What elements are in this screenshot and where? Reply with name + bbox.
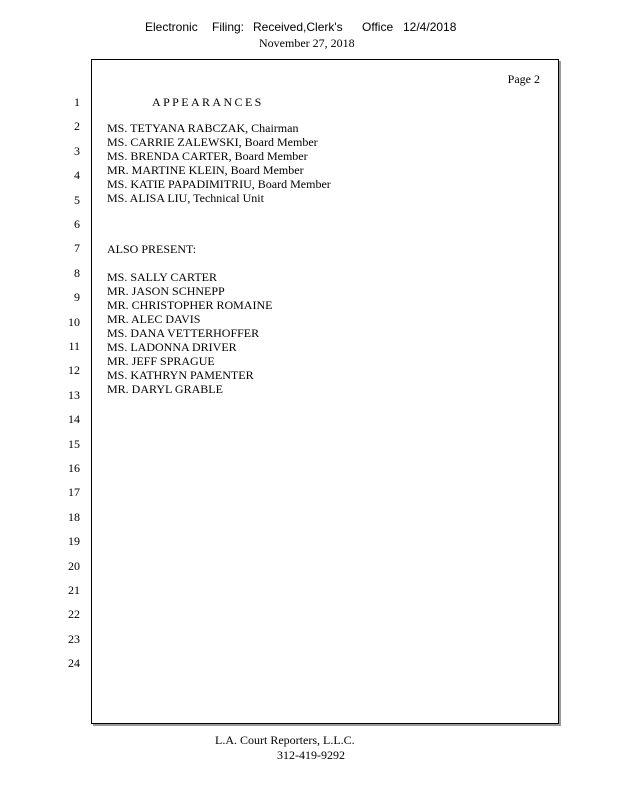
present-person: MR. JEFF SPRAGUE	[107, 354, 215, 368]
line-number: 17	[68, 485, 80, 500]
present-person: MS. LADONNA DRIVER	[107, 340, 237, 354]
line-number: 23	[68, 631, 80, 646]
line-number: 13	[68, 387, 80, 402]
stamp-received: Received,Clerk's	[253, 20, 343, 34]
board-member: MS. KATIE PAPADIMITRIU, Board Member	[107, 177, 331, 191]
line-number: 14	[68, 412, 80, 427]
appearances-heading: APPEARANCES	[152, 95, 264, 109]
board-member: MS. BRENDA CARTER, Board Member	[107, 149, 308, 163]
line-number: 20	[68, 558, 80, 573]
present-person: MR. CHRISTOPHER ROMAINE	[107, 298, 273, 312]
board-member: MS. ALISA LIU, Technical Unit	[107, 191, 264, 205]
line-number: 1	[74, 95, 80, 109]
line-number: 9	[74, 290, 80, 305]
line-number: 4	[74, 168, 80, 183]
line-number: 7	[74, 241, 80, 256]
stamp-filing: Filing:	[212, 20, 245, 34]
footer-company: L.A. Court Reporters, L.L.C.	[215, 733, 355, 747]
line-number: 12	[68, 363, 80, 378]
stamp-office: Office	[362, 20, 394, 34]
stamp-electronic: Electronic	[145, 20, 198, 34]
board-member: MS. CARRIE ZALEWSKI, Board Member	[107, 135, 318, 149]
present-person: MS. SALLY CARTER	[107, 270, 217, 284]
line-number: 21	[68, 583, 80, 597]
present-person: MS. KATHRYN PAMENTER	[107, 368, 254, 382]
line-number: 15	[68, 436, 80, 451]
line-number: 8	[74, 265, 80, 280]
present-person: MR. JASON SCHNEPP	[107, 284, 225, 298]
line-number: 11	[68, 339, 80, 353]
line-number: 19	[68, 534, 80, 549]
hearing-date: November 27, 2018	[259, 36, 355, 50]
present-person: MS. DANA VETTERHOFFER	[107, 326, 260, 340]
also-present-label: ALSO PRESENT:	[107, 242, 197, 256]
page-number: Page 2	[507, 72, 540, 86]
line-number: 24	[68, 656, 80, 671]
line-number: 18	[68, 509, 80, 524]
line-number: 22	[68, 607, 80, 622]
board-member: MR. MARTINE KLEIN, Board Member	[107, 163, 304, 177]
line-number: 6	[74, 217, 80, 231]
line-number: 3	[74, 143, 80, 158]
stamp-date: 12/4/2018	[403, 20, 457, 34]
line-number: 5	[74, 192, 80, 207]
line-number: 10	[68, 314, 80, 329]
present-person: MR. ALEC DAVIS	[107, 312, 201, 326]
line-number: 16	[68, 461, 80, 475]
line-number: 2	[74, 119, 80, 134]
board-member: MS. TETYANA RABCZAK, Chairman	[107, 121, 299, 135]
footer-phone: 312-419-9292	[277, 748, 345, 762]
present-person: MR. DARYL GRABLE	[107, 382, 223, 396]
